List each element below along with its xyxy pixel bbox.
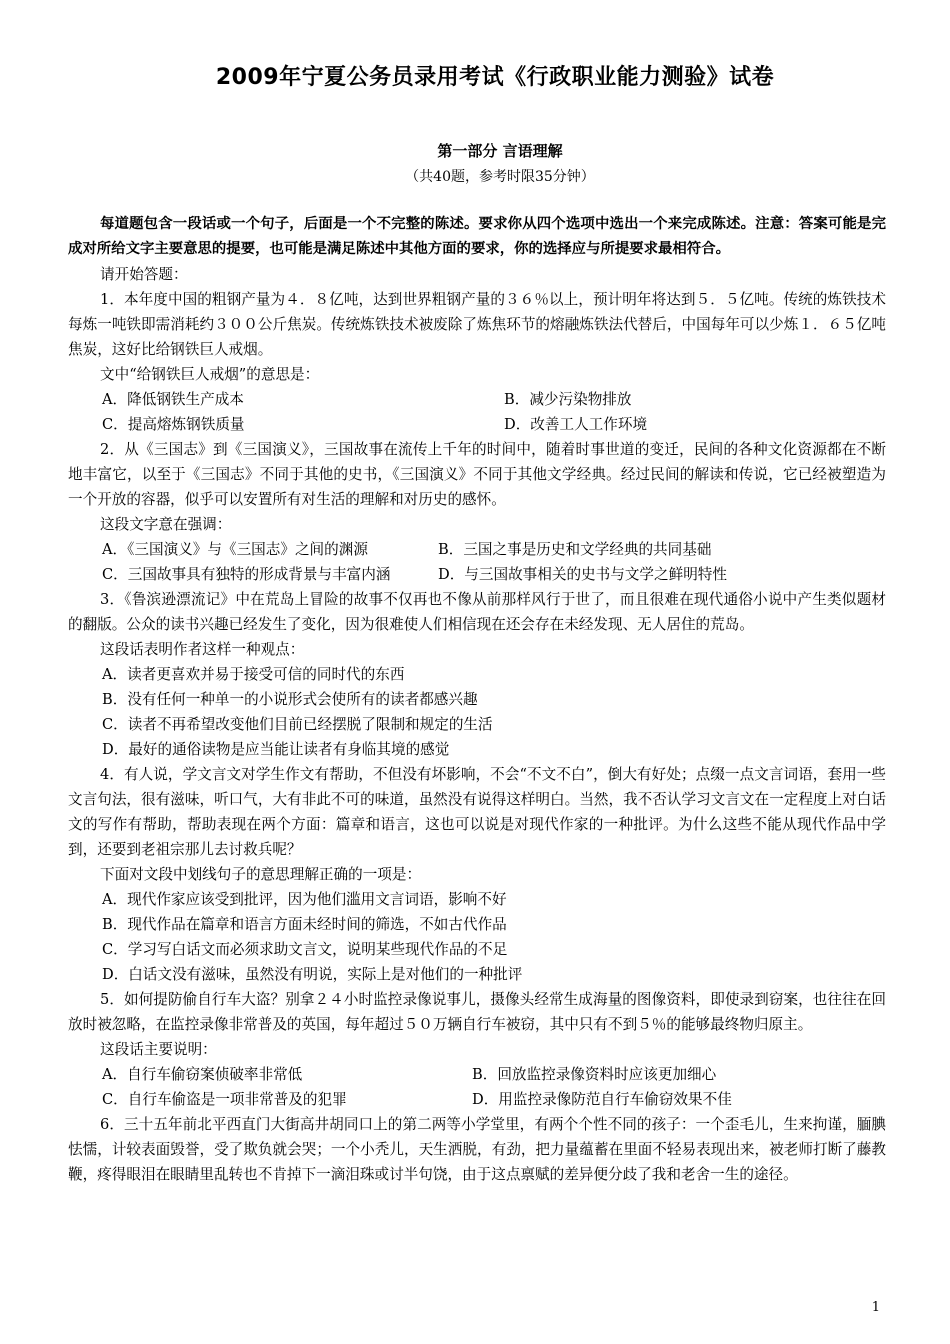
- option-row: [68, 412, 886, 437]
- option-row: [68, 537, 886, 562]
- option-row: [68, 1062, 886, 1087]
- option-b: B．减少污染物排放: [504, 391, 632, 408]
- option-c: C．自行车偷盗是一项非常普及的犯罪: [102, 1091, 347, 1108]
- question-3: [68, 587, 886, 762]
- option-d: D．改善工人工作环境: [504, 416, 648, 433]
- start-prompt: 请开始答题：: [100, 266, 188, 283]
- option-a: A．《三国演义》与《三国志》之间的渊源: [102, 541, 368, 558]
- question-text: 3．《鲁滨逊漂流记》中在荒岛上冒险的故事不仅再也不像从前那样风行于世了，而且很难在现代通俗小说中产生类似题材的翻版。公众的读书兴趣已经发生了变化，因为很难使人们相信现在还会存在未经发现、无人居住的荒岛。: [68, 591, 886, 633]
- option-b: B．现代作品在篇章和语言方面未经时间的筛选，不如古代作品: [102, 916, 507, 933]
- question-text: 4．有人说，学文言文对学生作文有帮助，不但没有坏影响，不会“不文不白”，倒大有好处；点缀一点文言词语，套用一些文言句法，很有滋味，听口气，大有非此不可的味道，虽然没有说得这样明白。当然，我不否认学习文言文在一定程度上对白话文的写作有帮助，帮助表现在两个方面：篇章和语言，这也可以说是对现代作家的一种批评。为什么这些不能从现代作品中学到，还要到老祖宗那儿去讨救兵呢？: [68, 766, 886, 858]
- option-a: A．读者更喜欢并易于接受可信的同时代的东西: [102, 666, 405, 683]
- instructions: 每道题包含一段话或一个句子，后面是一个不完整的陈述。要求你从四个选项中选出一个来完成陈述。注意：答案可能是完成对所给文字主要意思的提要，也可能是满足陈述中其他方面的要求，你的选择应与所提要求最相符合。: [68, 216, 886, 257]
- document-body: [68, 212, 886, 1187]
- question-4: [68, 762, 886, 987]
- option-row: [68, 562, 886, 587]
- section-title: 第一部分 言语理解: [437, 142, 563, 160]
- option-d: D．最好的通俗读物是应当能让读者有身临其境的感觉: [102, 741, 450, 758]
- option-row: [68, 387, 886, 412]
- option-b: B．回放监控录像资料时应该更加细心: [472, 1066, 717, 1083]
- page-number: 1: [871, 1300, 880, 1315]
- option-d: D．白话文没有滋味，虽然没有明说，实际上是对他们的一种批评: [102, 966, 523, 983]
- option-c: C．学习写白话文而必须求助文言文，说明某些现代作品的不足: [102, 941, 508, 958]
- question-prompt: 这段话表明作者这样一种观点：: [100, 641, 305, 658]
- option-b: B．三国之事是历史和文学经典的共同基础: [438, 541, 712, 558]
- option-row: [68, 1087, 886, 1112]
- question-text: 5．如何提防偷自行车大盗？别拿２４小时监控录像说事儿，摄像头经常生成海量的图像资料，即使录到窃案，也往往在回放时被忽略，在监控录像非常普及的英国，每年超过５０万辆自行车被窃，其中只有不到５％的能够最终物归原主。: [68, 991, 886, 1033]
- question-prompt: 这段话主要说明：: [100, 1041, 217, 1058]
- question-text: 2．从《三国志》到《三国演义》，三国故事在流传上千年的时间中，随着时事世道的变迁，民间的各种文化资源都在不断地丰富它，以至于《三国志》不同于其他的史书，《三国演义》不同于其他文学经典。经过民间的解读和传说，它已经被塑造为一个开放的容器，似乎可以安置所有对生活的理解和对历史的感怀。: [68, 441, 886, 508]
- question-prompt: 下面对文段中划线句子的意思理解正确的一项是：: [100, 866, 422, 883]
- option-a: A．自行车偷窃案侦破率非常低: [102, 1066, 303, 1083]
- question-text: 6．三十五年前北平西直门大街高井胡同口上的第二两等小学堂里，有两个个性不同的孩子：一个歪毛儿，生来拘谨，腼腆怯懦，计较表面毁誉，受了欺负就会哭；一个小秃儿，天生洒脱，有劲，把力量蕴蓄在里面不轻易表现出来，被老师打断了藤教鞭，疼得眼泪在眼睛里乱转也不肯掉下一滴泪珠或讨半句饶，由于这点禀赋的差异便分歧了我和老舍一生的途径。: [68, 1116, 886, 1183]
- question-text: 1．本年度中国的粗钢产量为４．８亿吨，达到世界粗钢产量的３６％以上，预计明年将达到５．５亿吨。传统的炼铁技术每炼一吨铁即需消耗约３００公斤焦炭。传统炼铁技术被废除了炼焦环节的熔融炼铁法代替后，中国每年可以少炼１．６５亿吨焦炭，这好比给钢铁巨人戒烟。: [68, 291, 886, 358]
- option-a: A．降低钢铁生产成本: [102, 391, 244, 408]
- question-6: [68, 1112, 886, 1187]
- option-d: D．与三国故事相关的史书与文学之鲜明特性: [438, 566, 727, 583]
- option-a: A．现代作家应该受到批评，因为他们滥用文言词语，影响不好: [102, 891, 507, 908]
- option-c: C．三国故事具有独特的形成背景与丰富内涵: [102, 566, 391, 583]
- question-5: [68, 987, 886, 1112]
- question-prompt: 这段文字意在强调：: [100, 516, 232, 533]
- option-b: B．没有任何一种单一的小说形式会使所有的读者都感兴趣: [102, 691, 478, 708]
- question-2: [68, 437, 886, 587]
- question-1: [68, 287, 886, 437]
- option-c: C．提高熔炼钢铁质量: [102, 416, 245, 433]
- section-subtitle: （共40题，参考时限35分钟）: [405, 169, 595, 185]
- question-prompt: 文中“给钢铁巨人戒烟”的意思是：: [100, 366, 320, 383]
- option-d: D．用监控录像防范自行车偷窃效果不佳: [472, 1091, 732, 1108]
- option-c: C．读者不再希望改变他们目前已经摆脱了限制和规定的生活: [102, 716, 493, 733]
- document-title: 2009年宁夏公务员录用考试《行政职业能力测验》试卷: [215, 65, 775, 90]
